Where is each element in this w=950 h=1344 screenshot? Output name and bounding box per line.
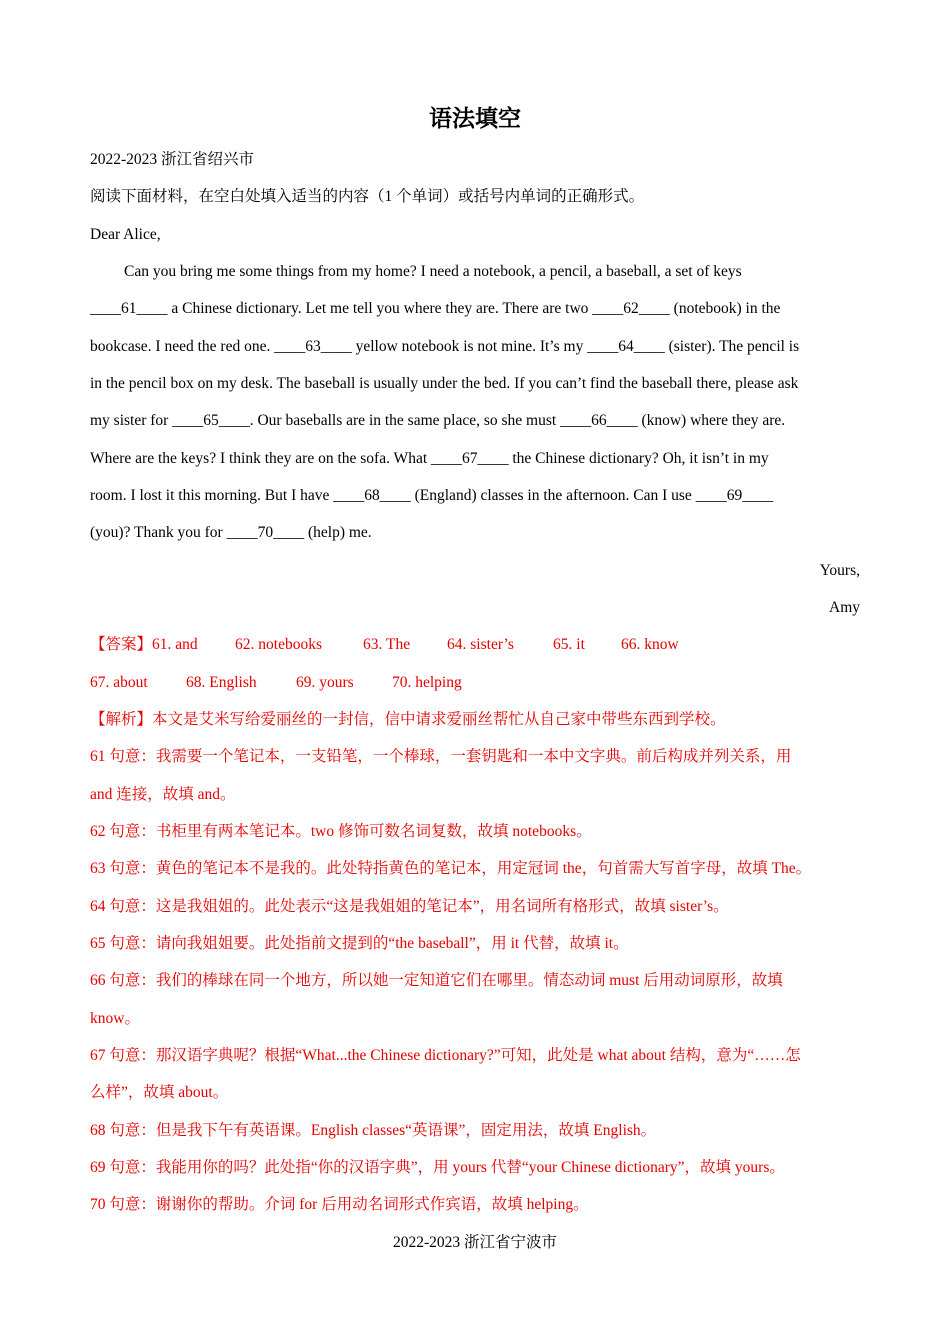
answer-item: 66. know <box>621 636 679 653</box>
analysis-line: 66 句意：我们的棒球在同一个地方，所以她一定知道它们在哪里。情态动词 must 后用动词原形，故填 <box>90 972 783 989</box>
answer-item: 67. about <box>90 674 148 691</box>
answer-item: 61. and <box>152 636 198 653</box>
analysis-line: 69 句意：我能用你的吗？此处指“你的汉语字典”，用 yours 代替“your Chinese dictionary”，故填 yours。 <box>90 1159 785 1176</box>
letter-line: (you)? Thank you for ____70____ (help) me. <box>90 524 372 541</box>
letter-line: Where are the keys? I think they are on the sofa. What ____67____ the Chinese dictionary? Oh, it isn’t in my <box>90 450 769 467</box>
section-heading-shaoxing: 2022-2023 浙江省绍兴市 <box>90 151 255 168</box>
letter-line: my sister for ____65____. Our baseballs are in the same place, so she must ____66____ (know) where they are. <box>90 412 786 429</box>
letter-line: bookcase. I need the red one. ____63____ yellow notebook is not mine. It’s my ____64____ (sister). The pencil is <box>90 338 800 355</box>
page-title: 语法填空 <box>429 106 521 132</box>
analysis-line: 61 句意：我需要一个笔记本，一支铅笔，一个棒球，一套钥匙和一本中文字典。前后构成并列关系，用 <box>90 748 792 765</box>
analysis-line: 63 句意：黄色的笔记本不是我的。此处特指黄色的笔记本，用定冠词 the，句首需大写首字母，故填 The。 <box>90 860 812 877</box>
letter-greeting: Dear Alice, <box>90 226 161 243</box>
answer-item: 69. yours <box>296 674 354 691</box>
analysis-line: 65 句意：请向我姐姐要。此处指前文提到的“the baseball”，用 it 代替，故填 it。 <box>90 935 629 952</box>
analysis-line: 70 句意：谢谢你的帮助。介词 for 后用动名词形式作宾语，故填 helping。 <box>90 1196 589 1213</box>
analysis-line: and 连接，故填 and。 <box>90 786 236 803</box>
analysis-line: know。 <box>90 1010 140 1027</box>
answer-item: 63. The <box>363 636 411 653</box>
letter-line: room. I lost it this morning. But I have ____68____ (England) classes in the afternoon. Can I use ____69____ <box>90 487 774 504</box>
answer-label: 【答案】 <box>90 636 153 653</box>
analysis-line: 67 句意：那汉语字典呢？根据“What...the Chinese dictionary?”可知，此处是 what about 结构，意为“……怎 <box>90 1047 801 1064</box>
instruction-text: 阅读下面材料，在空白处填入适当的内容（1 个单词）或括号内单词的正确形式。 <box>90 188 645 205</box>
section-heading-ningbo: 2022-2023 浙江省宁波市 <box>392 1234 558 1251</box>
letter-line: Can you bring me some things from my home? I need a notebook, a pencil, a baseball, a set of keys <box>124 263 742 280</box>
answer-item: 68. English <box>186 674 257 691</box>
analysis-line: 【解析】本文是艾米写给爱丽丝的一封信，信中请求爱丽丝帮忙从自己家中带些东西到学校。 <box>90 711 726 728</box>
letter-line: ____61____ a Chinese dictionary. Let me tell you where they are. There are two ____62____ (notebook) in the <box>90 300 781 317</box>
answer-item: 65. it <box>553 636 585 653</box>
answer-item: 62. notebooks <box>235 636 322 653</box>
answer-item: 70. helping <box>392 674 462 691</box>
answer-row-1 <box>90 635 679 655</box>
letter-line: in the pencil box on my desk. The baseball is usually under the bed. If you can’t find the baseball there, please ask <box>90 375 799 392</box>
answer-row-2 <box>90 673 462 693</box>
analysis-line: 么样”，故填 about。 <box>90 1084 229 1101</box>
analysis-line: 62 句意：书柜里有两本笔记本。two 修饰可数名词复数，故填 notebooks。 <box>90 823 592 840</box>
letter-closing: Yours, <box>819 562 860 579</box>
analysis-line: 64 句意：这是我姐姐的。此处表示“这是我姐姐的笔记本”，用名词所有格形式，故填 sister’s。 <box>90 898 729 915</box>
analysis-line: 68 句意：但是我下午有英语课。English classes“英语课”，固定用法，故填 English。 <box>90 1122 657 1139</box>
answer-item: 64. sister’s <box>447 636 514 653</box>
letter-signature: Amy <box>829 599 860 616</box>
